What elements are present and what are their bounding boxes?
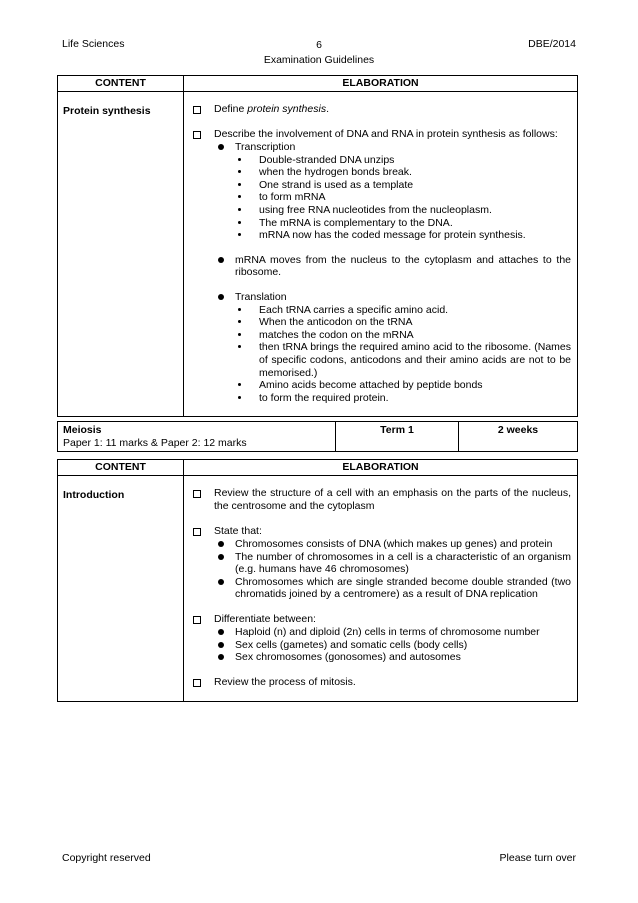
define-term: protein synthesis: [247, 103, 327, 115]
checkbox-square-icon: [193, 528, 201, 536]
mrna-moves-bullet: mRNA moves from the nucleus to the cytoplasm and attaches to the ribosome.: [214, 254, 571, 279]
list-item: Amino acids become attached by peptide bonds: [214, 379, 571, 392]
list-item: mRNA now has the coded message for protein synthesis.: [214, 229, 571, 242]
list-item: The number of chromosomes in a cell is a characteristic of an organism (e.g. humans have 46 chromosomes): [214, 551, 571, 576]
differentiate-item: Differentiate between: Haploid (n) and diploid (2n) cells in terms of chromosome number Sex cells (gametes) and somatic cells (body cells) Sex chromosomes (gonosomes) and autosomes: [190, 613, 571, 664]
describe-item: [190, 128, 571, 404]
elaboration-column-header: ELABORATION: [184, 460, 578, 476]
checkbox-square-icon: [193, 490, 201, 498]
bullet-icon: [218, 642, 224, 648]
bullet-icon: [218, 629, 224, 635]
list-item: Sex cells (gametes) and somatic cells (body cells): [214, 639, 571, 652]
bullet-icon: [218, 144, 224, 150]
list-item: Each tRNA carries a specific amino acid.: [214, 304, 571, 317]
checkbox-square-icon: [193, 679, 201, 687]
list-item: when the hydrogen bonds break.: [214, 166, 571, 179]
review-mitosis-item: Review the process of mitosis.: [190, 676, 571, 689]
bullet-icon: [218, 257, 224, 263]
list-item: using free RNA nucleotides from the nucleoplasm.: [214, 204, 571, 217]
describe-text: Describe the involvement of DNA and RNA in protein synthesis as follows:: [214, 128, 558, 140]
list-item: then tRNA brings the required amino acid to the ribosome. (Names of specific codons, anticodons and their amino acids are not to be memorised.): [214, 341, 571, 379]
bullet-icon: [218, 579, 224, 585]
protein-synthesis-table: [57, 75, 578, 417]
list-item: When the anticodon on the tRNA: [214, 316, 571, 329]
header-subject: Life Sciences: [62, 38, 125, 50]
header-code: DBE/2014: [528, 38, 576, 50]
list-item: to form mRNA: [214, 191, 571, 204]
review-structure-item: Review the structure of a cell with an emphasis on the parts of the nucleus, the centrosome and the cytoplasm: [190, 487, 571, 513]
translation-bullet: Translation: [214, 291, 571, 304]
page-number: 6: [316, 39, 322, 51]
meiosis-marks: Paper 1: 11 marks & Paper 2: 12 marks: [63, 436, 247, 449]
state-that-item: State that: Chromosomes consists of DNA (which makes up genes) and protein The number of chromosomes in a cell is a characteristic of an organism (e.g. humans have 46 chromosomes) Chromosomes which are single stranded become double stranded (two chromatids joined by a centromere) as a result of DNA replication: [190, 525, 571, 601]
content-column-header: CONTENT: [58, 76, 184, 92]
define-item: Define protein synthesis.: [190, 103, 571, 116]
protein-synthesis-elaboration: [184, 92, 578, 417]
list-item: Haploid (n) and diploid (2n) cells in terms of chromosome number: [214, 626, 571, 639]
list-item: Double-stranded DNA unzips: [214, 154, 571, 167]
transcription-bullet: Transcription: [214, 141, 571, 154]
checkbox-square-icon: [193, 106, 201, 114]
topic-introduction: Introduction: [58, 476, 184, 702]
list-item: to form the required protein.: [214, 392, 571, 405]
meiosis-term: Term 1: [336, 422, 459, 452]
bullet-icon: [218, 654, 224, 660]
list-item: The mRNA is complementary to the DNA.: [214, 217, 571, 230]
footer-copyright: Copyright reserved: [62, 852, 151, 864]
checkbox-square-icon: [193, 131, 201, 139]
list-item: matches the codon on the mRNA: [214, 329, 571, 342]
content-column-header: CONTENT: [58, 460, 184, 476]
list-item: Chromosomes which are single stranded become double stranded (two chromatids joined by a centromere) as a result of DNA replication: [214, 576, 571, 601]
footer-turn-over: Please turn over: [499, 852, 576, 864]
list-item: One strand is used as a template: [214, 179, 571, 192]
checkbox-square-icon: [193, 616, 201, 624]
meiosis-content-table: [57, 459, 578, 702]
meiosis-title: Meiosis: [63, 424, 102, 436]
meiosis-duration: 2 weeks: [459, 422, 578, 452]
meiosis-info-table: [57, 421, 578, 452]
list-item: Chromosomes consists of DNA (which makes up genes) and protein: [214, 538, 571, 551]
doc-type: Examination Guidelines: [263, 54, 375, 66]
bullet-icon: [218, 541, 224, 547]
bullet-icon: [218, 554, 224, 560]
topic-protein-synthesis: Protein synthesis: [58, 92, 184, 417]
elaboration-column-header: ELABORATION: [184, 76, 578, 92]
introduction-elaboration: [184, 476, 578, 702]
list-item: Sex chromosomes (gonosomes) and autosomes: [214, 651, 571, 664]
bullet-icon: [218, 294, 224, 300]
